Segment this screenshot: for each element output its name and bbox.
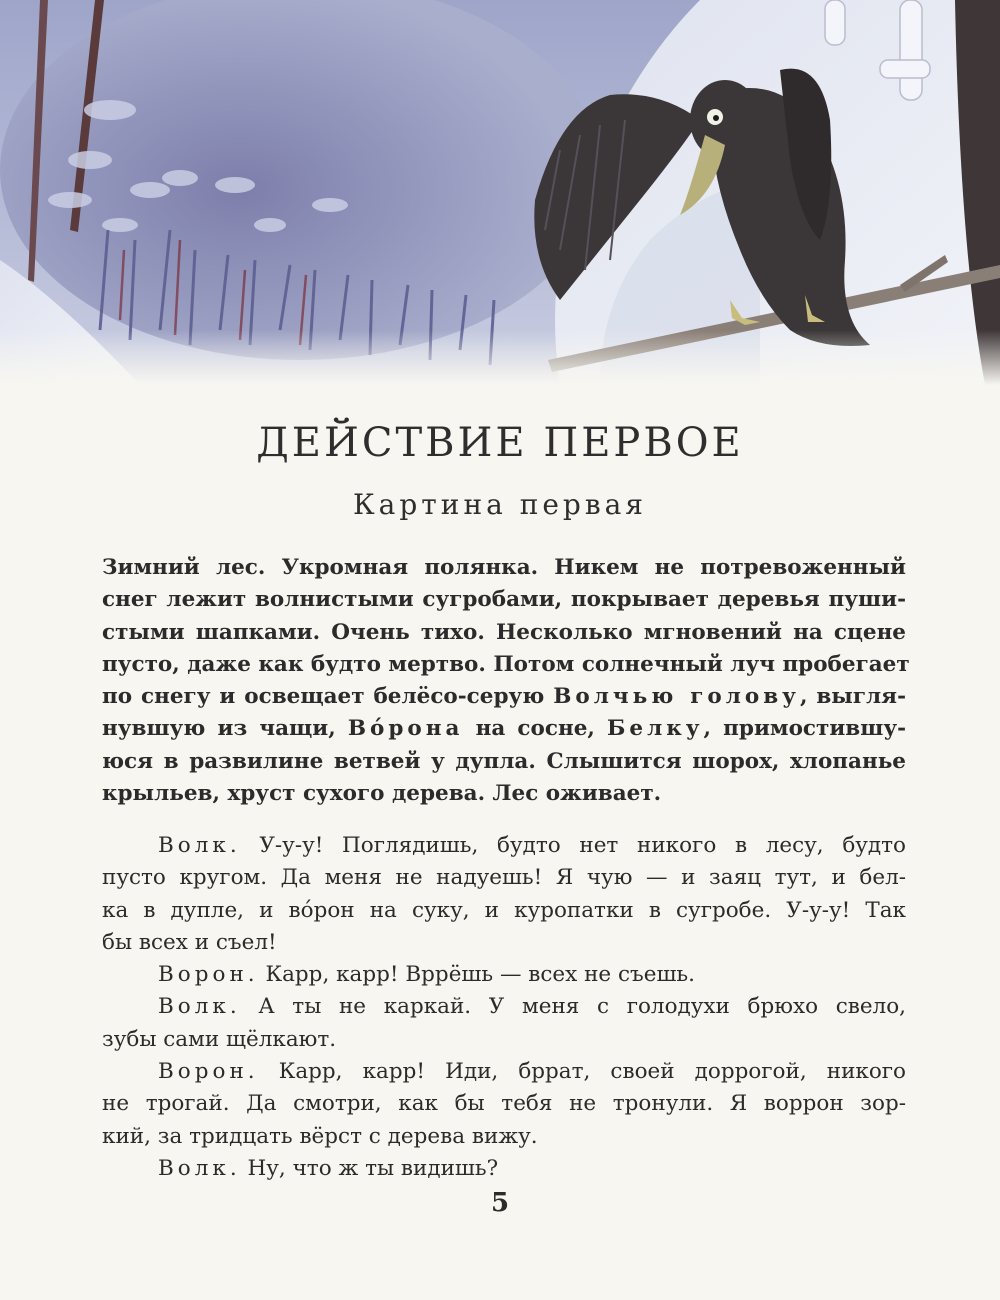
page-number: 5 — [490, 1188, 510, 1218]
dialogue-line — [102, 991, 906, 1023]
text-run: , выгля- — [799, 684, 906, 710]
dialogue-line: зубы сами щёлкают. — [102, 1026, 337, 1052]
stage-direction-line: Зимний лес. Укромная полянка. Никем не потревоженный — [102, 555, 906, 580]
text-run: на сосне, — [463, 716, 608, 742]
speech-text: Карр, карр! Иди, бррат, своей доррогой, никого — [258, 1059, 906, 1085]
speaker-raven: Ворон. — [158, 962, 259, 988]
speaker-wolf: Волк. — [158, 833, 241, 858]
stage-direction-line: крыльев, хруст сухого дерева. Лес оживает. — [102, 781, 662, 807]
dialogue-line: пусто кругом. Да меня не надуешь! Я чую — и заяц тут, и бел- — [102, 865, 906, 891]
stage-direction-line — [102, 681, 906, 713]
character-name-wolf-head: Волчью голову — [553, 684, 800, 710]
dialogue-line — [102, 1056, 906, 1088]
speaker-raven: Ворон. — [158, 1059, 259, 1085]
character-name-raven: Во́рона — [347, 716, 464, 742]
speech-text: Карр, карр! Вррёшь — всех не съешь. — [258, 962, 695, 988]
stage-direction-line: пусто, даже как будто мертво. Потом солнечный луч пробегает — [102, 651, 910, 677]
speaker-wolf: Волк. — [158, 994, 241, 1020]
stage-direction — [102, 552, 910, 810]
raven-forest-picture — [0, 0, 1000, 385]
stage-direction-line: стыми шапками. Очень тихо. Несколько мгновений на сцене — [102, 619, 906, 645]
dialogue-line — [102, 959, 906, 991]
character-name-squirrel: Белку — [607, 716, 704, 742]
speech-text: Ну, что ж ты видишь? — [240, 1155, 499, 1181]
stage-direction-line: юся в развилине ветвей у дупла. Слышится шорох, хлопанье — [102, 748, 906, 774]
speech-text: У-у-у! Поглядишь, будто нет никого в лесу, будто — [240, 833, 906, 858]
scene-heading: Картина первая — [353, 488, 647, 521]
dialogue — [102, 830, 906, 1185]
text-run: , примостившу- — [703, 716, 907, 742]
stage-direction-line — [102, 713, 906, 745]
text-run: нувшую из чащи, — [102, 716, 348, 742]
dialogue-line: кий, за тридцать вёрст с дерева вижу. — [102, 1123, 538, 1149]
speech-text: А ты не каркай. У меня с голодухи брюхо свело, — [240, 994, 906, 1020]
stage-direction-line: снег лежит волнистыми сугробами, покрывает деревья пуши- — [102, 587, 906, 613]
speaker-wolf: Волк. — [158, 1155, 241, 1181]
act-heading: ДЕЙСТВИЕ ПЕРВОЕ — [256, 420, 744, 466]
dialogue-line — [102, 830, 906, 862]
dialogue-line — [102, 1153, 906, 1185]
dialogue-line: не трогай. Да смотри, как бы тебя не тронули. Я воррон зор- — [102, 1091, 906, 1117]
dialogue-line: бы всех и съел! — [102, 929, 277, 955]
dialogue-line: ка в дупле, и во́рон на суку, и куропатки в сугробе. У-у-у! Так — [102, 897, 906, 923]
text-run: по снегу и освещает белёсо-серую — [102, 684, 554, 710]
winter-forest-illustration — [0, 0, 1000, 385]
